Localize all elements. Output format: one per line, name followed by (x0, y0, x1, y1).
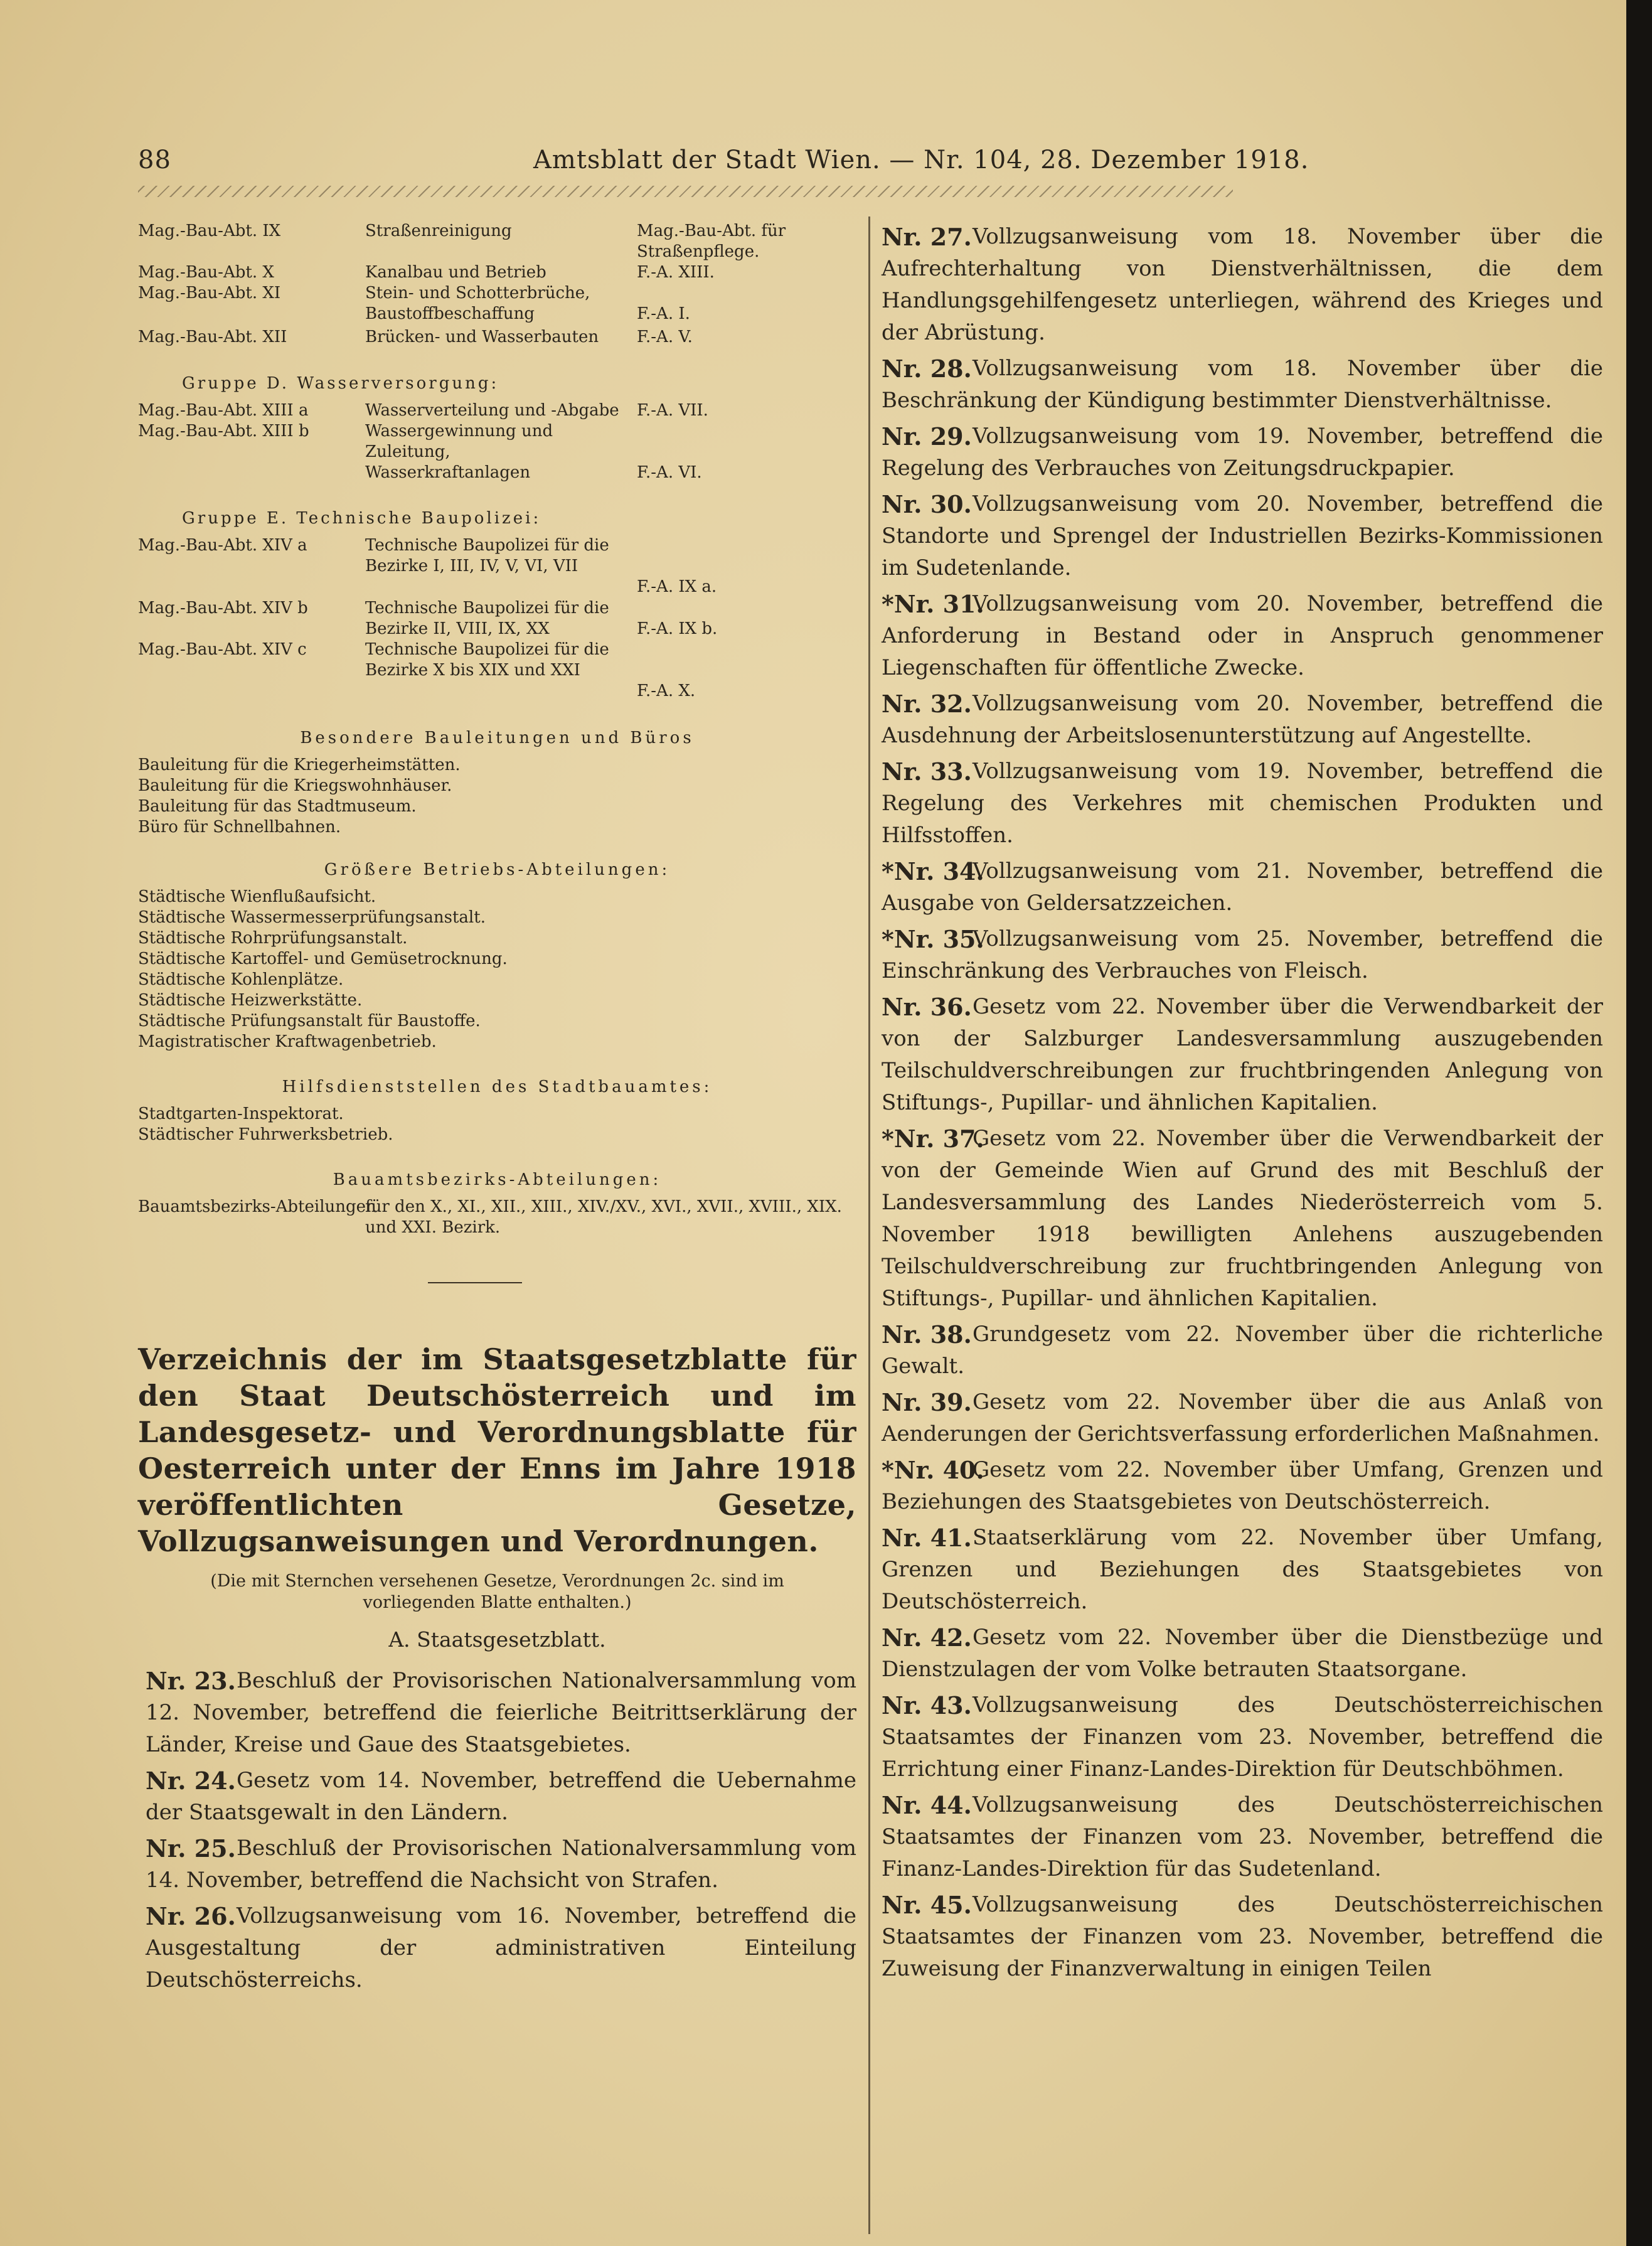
entry-number: Nr. 32. (882, 690, 972, 718)
verzeichnis-title: Verzeichnis der im Staatsgesetzblatte für den Staat Deutschösterreich und im Landesgesetz- und Verordnungsblatte für Oesterreich unter der Enns im Jahre 1918 veröffentlichten Gesetze, Vollzugsanweisungen und Verordnungen. (138, 1342, 856, 1558)
list-item (882, 1789, 1603, 1885)
dept-ref: F.-A. VII. (637, 401, 708, 420)
entry-text: Vollzugsanweisung vom 20. November, betreffend die Standorte und Sprengel der Industriellen Bezirks-Kommissionen im Sudetenlande. (882, 491, 1603, 580)
list-item: Bauleitung für das Stadtmuseum. (138, 797, 417, 816)
page-number: 88 (138, 146, 171, 174)
left-column (138, 221, 856, 2000)
dept-ref: F.-A. XIII. (637, 263, 715, 282)
list-item (882, 1622, 1603, 1686)
dept-ref: F.-A. IX b. (637, 619, 718, 638)
entry-text: Staatserklärung vom 22. November über Umfang, Grenzen und Beziehungen des Staatsgebietes von Deutschösterreich. (882, 1525, 1603, 1614)
dept-task: Stein- und Schotterbrüche, Baustoffbeschaffung (365, 284, 590, 323)
entry-number: *Nr. 40. (882, 1456, 984, 1484)
dept-ref: F.-A. V. (637, 328, 693, 346)
dept-row (138, 221, 856, 262)
dept-task: Straßenreinigung (365, 222, 512, 240)
besondere-heading: Besondere Bauleitungen und Büros (300, 729, 695, 747)
dept-row (138, 598, 856, 639)
list-item (146, 1665, 856, 1761)
list-item: Stadtgarten-Inspektorat. (138, 1104, 344, 1123)
list-item (146, 1765, 856, 1829)
entry-number: *Nr. 31. (882, 590, 984, 618)
list-item (882, 923, 1603, 987)
entry-number: Nr. 43. (882, 1691, 972, 1719)
dept-name: Mag.-Bau-Abt. XIII b (138, 422, 309, 441)
entry-number: Nr. 38. (882, 1320, 972, 1349)
entry-number: Nr. 29. (882, 422, 972, 451)
list-item (882, 688, 1603, 752)
dept-row (138, 327, 856, 348)
dept-task: Wasserverteilung und -Abgabe (365, 401, 619, 420)
list-item (882, 588, 1603, 684)
list-item: Städtische Kohlenplätze. (138, 970, 344, 989)
entry-text: Vollzugsanweisung des Deutschösterreichischen Staatsamtes der Finanzen vom 23. November, betreffend die Errichtung einer Finanz-Landes-Direktion für Deutschböhmen. (882, 1693, 1603, 1782)
list-item (882, 1318, 1603, 1382)
bauamt-heading: Bauamtsbezirks-Abteilungen: (333, 1170, 662, 1189)
dept-ref: F.-A. VI. (637, 463, 702, 482)
list-item (882, 855, 1603, 919)
entry-text: Beschluß der Provisorischen Nationalversammlung vom 14. November, betreffend die Nachsicht von Strafen. (146, 1836, 856, 1893)
page-header (138, 146, 1309, 183)
page-title: Amtsblatt der Stadt Wien. — Nr. 104, 28. Dezember 1918. (533, 146, 1309, 174)
section-subhead: A. Staatsgesetzblatt. (388, 1627, 606, 1652)
column-divider (868, 217, 870, 2234)
entry-number: *Nr. 35. (882, 925, 984, 953)
dept-task: Wassergewinnung und Zuleitung, Wasserkraftanlagen (365, 422, 553, 482)
dept-row (138, 639, 856, 702)
dept-name: Mag.-Bau-Abt. XI (138, 284, 281, 302)
group-e-heading: Gruppe E. Technische Baupolizei: (182, 509, 541, 528)
dept-row (138, 283, 856, 327)
entry-text: Gesetz vom 22. November über die Dienstbezüge und Dienstzulagen der vom Volke betrauten Staatsorgane. (882, 1625, 1603, 1682)
list-item: Bauleitung für die Kriegerheimstätten. (138, 756, 461, 774)
entry-text: Vollzugsanweisung vom 21. November, betreffend die Ausgabe von Geldersatzzeichen. (882, 858, 1603, 916)
list-item: Büro für Schnellbahnen. (138, 818, 341, 837)
list-item: Städtische Rohrprüfungsanstalt. (138, 929, 408, 948)
dept-ref: F.-A. IX a. (637, 577, 717, 596)
dept-task: Technische Baupolizei für die Bezirke X bis XIX und XXI (365, 640, 609, 680)
dept-name: Bauamtsbezirks-Abteilungen (138, 1197, 376, 1216)
list-item (882, 756, 1603, 852)
list-item (882, 1454, 1603, 1518)
dept-row (138, 535, 856, 598)
entry-text: Beschluß der Provisorischen Nationalversammlung vom 12. November, betreffend die feierliche Beitrittserklärung der Länder, Kreise und Gaue des Staatsgebietes. (146, 1668, 856, 1757)
list-item (882, 1123, 1603, 1315)
header-wavy-rule (138, 186, 1233, 197)
entry-text: Gesetz vom 22. November über die Verwendbarkeit der von der Salzburger Landesversammlung auszugebenden Teilschuldverschreibungen zur fruchtbringenden Anlegung von Stiftungs-, Pupillar- und ähnlichen Kapitalien. (882, 994, 1603, 1115)
betriebs-heading: Größere Betriebs-Abteilungen: (324, 860, 671, 879)
entry-number: Nr. 45. (882, 1891, 972, 1919)
list-item: Magistratischer Kraftwagenbetrieb. (138, 1032, 437, 1051)
entry-text: Vollzugsanweisung vom 18. November über die Aufrechterhaltung von Dienstverhältnissen, die dem Handlungsgehilfengesetz unterliegen, während des Krieges und der Abrüstung. (882, 224, 1603, 345)
entry-number: *Nr. 37. (882, 1125, 984, 1153)
list-item: Bauleitung für die Kriegswohnhäuser. (138, 776, 452, 795)
dept-name: Mag.-Bau-Abt. IX (138, 222, 281, 240)
list-item: Städtische Prüfungsanstalt für Baustoffe. (138, 1012, 481, 1030)
entries-left (138, 1665, 856, 1996)
dept-task: Kanalbau und Betrieb (365, 263, 546, 282)
dept-task: Technische Baupolizei für die Bezirke II, VIII, IX, XX (365, 599, 609, 638)
list-item (882, 221, 1603, 349)
dept-list-top (138, 221, 856, 348)
list-item: Städtischer Fuhrwerksbetrieb. (138, 1125, 393, 1144)
section-divider (428, 1282, 522, 1283)
dept-name: Mag.-Bau-Abt. XIV b (138, 599, 308, 618)
entry-text: Vollzugsanweisung vom 20. November, betreffend die Anforderung in Bestand oder in Anspruch genommener Liegenschaften für öffentliche Zwecke. (882, 591, 1603, 680)
entry-number: Nr. 23. (146, 1667, 236, 1695)
dept-ref: Mag.-Bau-Abt. für Straßenpflege. (637, 222, 786, 261)
entry-text: Vollzugsanweisung vom 25. November, betreffend die Einschränkung des Verbrauches von Fleisch. (882, 926, 1603, 983)
entry-number: Nr. 26. (146, 1902, 236, 1930)
entry-number: Nr. 36. (882, 993, 972, 1021)
entry-text: Vollzugsanweisung vom 18. November über die Beschränkung der Kündigung bestimmter Dienstverhältnisse. (882, 356, 1603, 413)
entry-number: Nr. 41. (882, 1524, 972, 1552)
list-item (882, 1522, 1603, 1618)
entry-number: Nr. 28. (882, 355, 972, 383)
entry-text: Vollzugsanweisung des Deutschösterreichischen Staatsamtes der Finanzen vom 23. November, betreffend die Zuweisung der Finanzverwaltung in einigen Teilen (882, 1892, 1603, 1981)
list-item: Städtische Kartoffel- und Gemüsetrocknung. (138, 949, 508, 968)
dept-task: für den X., XI., XII., XIII., XIV./XV., XVI., XVII., XVIII., XIX. und XXI. Bezirk. (365, 1197, 842, 1237)
entry-text: Gesetz vom 14. November, betreffend die Uebernahme der Staatsgewalt in den Ländern. (146, 1768, 856, 1825)
entry-text: Vollzugsanweisung vom 20. November, betreffend die Ausdehnung der Arbeitslosenunterstützung auf Angestellte. (882, 691, 1603, 748)
dept-name: Mag.-Bau-Abt. XIV c (138, 640, 307, 659)
dept-name: Mag.-Bau-Abt. XIII a (138, 401, 309, 420)
list-item (882, 991, 1603, 1119)
entry-text: Vollzugsanweisung vom 19. November, betreffend die Regelung des Verbrauches von Zeitungsdruckpapier. (882, 424, 1603, 481)
list-item: Städtische Heizwerkstätte. (138, 991, 363, 1010)
entry-number: Nr. 25. (146, 1834, 236, 1863)
asterisk-note: (Die mit Sternchen versehenen Gesetze, Verordnungen 2c. sind im vorliegenden Blatte enthalten.) (210, 1571, 784, 1612)
list-item (146, 1900, 856, 1996)
list-item: Städtische Wienflußaufsicht. (138, 887, 376, 906)
list-item (882, 353, 1603, 417)
dept-row (138, 262, 856, 283)
list-item (882, 1689, 1603, 1785)
entry-number: Nr. 39. (882, 1388, 972, 1416)
hilfs-heading: Hilfsdienststellen des Stadtbauamtes: (282, 1078, 713, 1096)
entry-number: Nr. 27. (882, 223, 972, 251)
dept-name: Mag.-Bau-Abt. X (138, 263, 274, 282)
dept-name: Mag.-Bau-Abt. XIV a (138, 536, 307, 555)
list-item: Städtische Wassermesserprüfungsanstalt. (138, 908, 486, 927)
dept-task: Brücken- und Wasserbauten (365, 328, 599, 346)
entry-number: Nr. 24. (146, 1767, 236, 1795)
entry-text: Gesetz vom 22. November über die aus Anlaß von Aenderungen der Gerichtsverfassung erforderlichen Maßnahmen. (882, 1389, 1603, 1447)
dept-ref: F.-A. I. (637, 304, 690, 323)
entry-text: Vollzugsanweisung vom 19. November, betreffend die Regelung des Verkehres mit chemischen Produkten und Hilfsstoffen. (882, 759, 1603, 848)
dept-task: Technische Baupolizei für die Bezirke I, III, IV, V, VI, VII (365, 536, 609, 575)
dept-row (138, 400, 856, 421)
entry-number: Nr. 44. (882, 1791, 972, 1819)
entry-number: *Nr. 34. (882, 857, 984, 885)
group-d-heading: Gruppe D. Wasserversorgung: (182, 374, 499, 393)
entry-number: Nr. 33. (882, 757, 972, 786)
list-item (882, 1386, 1603, 1450)
dept-row (138, 1197, 856, 1238)
scan-border (1626, 0, 1652, 2246)
entry-number: Nr. 30. (882, 490, 972, 518)
entry-text: Gesetz vom 22. November über die Verwendbarkeit der von der Gemeinde Wien auf Grund des mit Beschluß der Landesversammlung des Landes Niederösterreich vom 5. November 1918 bewilligten Anlehens auszugebenden Teilschuldverschreibung zur fruchtbringenden Anlegung von Stiftungs-, Pupillar- und ähnlichen Kapitalien. (882, 1126, 1603, 1311)
dept-row (138, 421, 856, 484)
list-item (882, 488, 1603, 584)
list-item (882, 420, 1603, 484)
entry-text: Grundgesetz vom 22. November über die richterliche Gewalt. (882, 1322, 1603, 1379)
entry-text: Vollzugsanweisung des Deutschösterreichischen Staatsamtes der Finanzen vom 23. November, betreffend die Finanz-Landes-Direktion für das Sudetenland. (882, 1792, 1603, 1881)
list-item (882, 1889, 1603, 1985)
list-item (146, 1832, 856, 1896)
entry-text: Vollzugsanweisung vom 16. November, betreffend die Ausgestaltung der administrativen Einteilung Deutschösterreichs. (146, 1903, 856, 1992)
entry-text: Gesetz vom 22. November über Umfang, Grenzen und Beziehungen des Staatsgebietes von Deutschösterreich. (882, 1457, 1603, 1514)
entry-number: Nr. 42. (882, 1623, 972, 1652)
dept-name: Mag.-Bau-Abt. XII (138, 328, 287, 346)
right-column (882, 221, 1603, 1989)
dept-ref: F.-A. X. (637, 682, 696, 700)
